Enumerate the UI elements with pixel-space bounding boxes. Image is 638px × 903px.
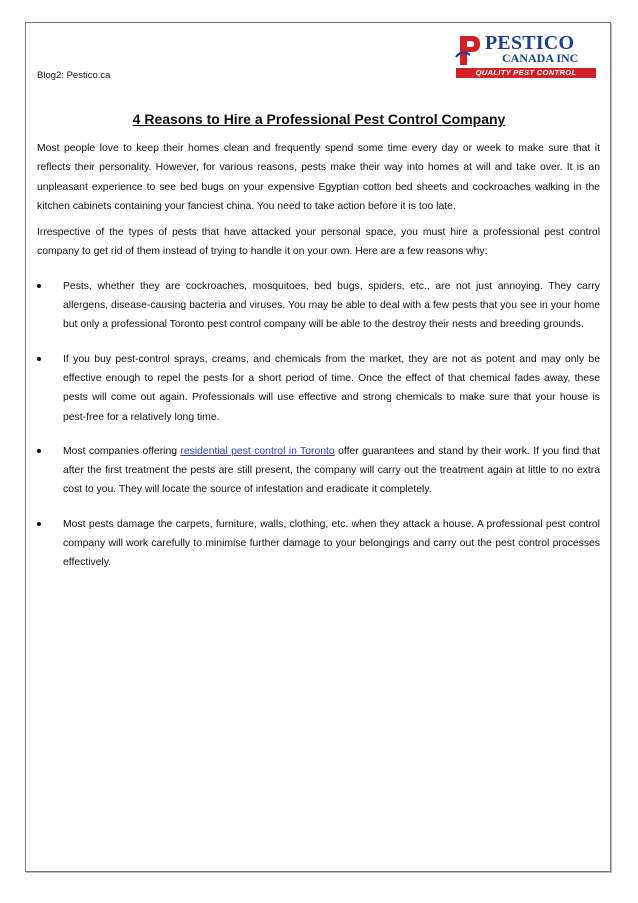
bullet-icon	[37, 284, 41, 288]
reasons-paragraph: Irrespective of the types of pests that have attacked your personal space, you must hire a professional pest control company to get rid of them instead of trying to handle it on your own. Here are a few reasons why:	[37, 227, 600, 258]
list-item-text: If you buy pest-control sprays, creams, and chemicals from the market, they are not as potent and may only be effective enough to repel the pests for a short period of time. Once the effect of that chemical fades away, these pests will come out again. Professionals will use effective and strong chemicals to make sure that your house is pest-free for a relatively long time.	[63, 353, 600, 423]
bullet-icon	[37, 522, 41, 526]
list-item-text-after: offer guarantees and stand by their work. If you find that after the first treatment the pests are still present, the company will carry out the treatment again at little to no extra cost to you. They will locate the source of infestation and eradicate it completely.	[63, 445, 600, 496]
header-label: Blog2: Pestico.ca	[37, 70, 111, 81]
list-item	[37, 442, 600, 500]
list-item	[37, 277, 600, 335]
bullet-icon	[37, 449, 41, 453]
list-item-text: Pests, whether they are cockroaches, mosquitoes, bed bugs, spiders, etc., are not just annoying. They carry allergens, disease-causing bacteria and viruses. You may be able to deal with a few pests that you see in your home but only a professional Toronto pest control company will be able to the destroy their nests and breeding grounds.	[63, 280, 600, 331]
logo-subname: CANADA INC	[502, 51, 579, 65]
article-body	[37, 139, 600, 588]
company-logo	[452, 30, 598, 82]
list-item	[37, 515, 600, 573]
residential-pest-control-link[interactable]: residential pest control in Toronto	[180, 445, 335, 457]
article-title: 4 Reasons to Hire a Professional Pest Control Company	[132, 111, 506, 127]
logo-name: PESTICO	[485, 32, 575, 54]
reasons-list	[37, 277, 600, 573]
list-item	[37, 350, 600, 427]
list-item-text-before: Most companies offering	[63, 445, 181, 457]
list-item-text: Most pests damage the carpets, furniture, walls, clothing, etc. when they attack a house. A professional pest control company will work carefully to minimise further damage to your belongings and carry out the pest control processes effectively.	[63, 518, 600, 569]
logo-tagline: QUALITY PEST CONTROL	[456, 68, 596, 78]
pestico-p-icon	[454, 32, 482, 68]
bullet-icon	[37, 357, 41, 361]
intro-paragraph: Most people love to keep their homes clean and frequently spend some time every day or week to make sure that it reflects their personality. However, for various reasons, pests make their way into homes at will and take over. It is an unpleasant experience to see bed bugs on your expensive Egyptian cotton bed sheets and cockroaches walking in the kitchen cabinets containing your fanciest china. You need to take action before it is too late.	[37, 143, 600, 212]
